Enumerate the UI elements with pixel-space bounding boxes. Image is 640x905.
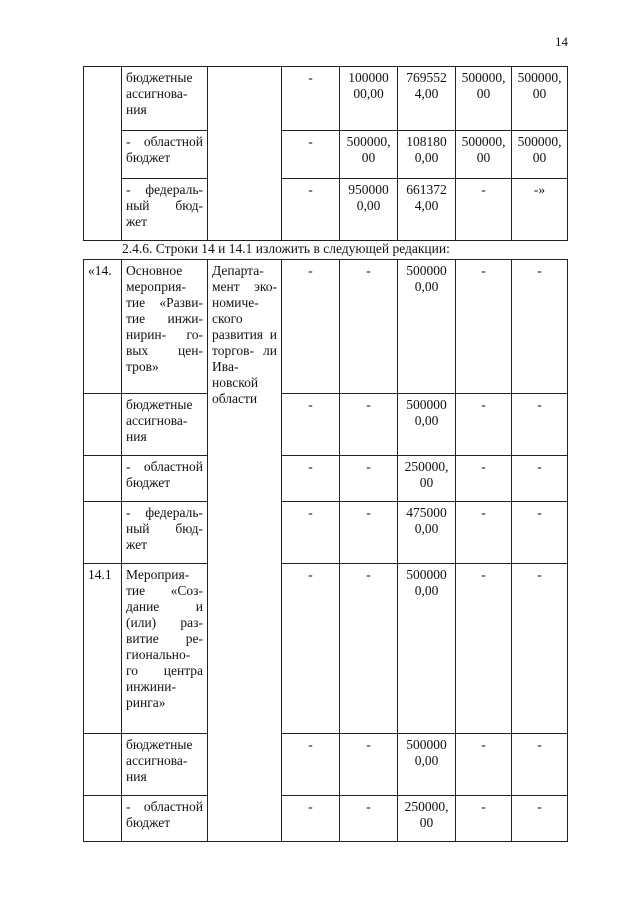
row-number [84,796,122,842]
table-row [84,564,568,734]
value-cell: - [282,131,340,179]
row-name: Основное мероприя- тие «Разви- тие инжи- нирин- го- вых цен- тров» [122,260,208,394]
value-cell: - [282,394,340,456]
row-number: «14. [84,260,122,394]
value-cell: - [456,796,512,842]
value-cell: - [456,564,512,734]
table-row [84,796,568,842]
row-name: бюджетные ассигнова- ния [122,67,208,131]
value-cell: 500000 0,00 [398,564,456,734]
value-cell: - [282,179,340,241]
value-cell: 108180 0,00 [398,131,456,179]
row-name: - областной бюджет [122,131,208,179]
value-cell: - [340,456,398,502]
row-number [84,502,122,564]
value-cell: - [282,564,340,734]
value-cell: - [340,502,398,564]
table-row [84,67,568,131]
num-cell [84,67,122,241]
table-row [84,502,568,564]
value-cell: - [340,796,398,842]
value-cell: - [282,502,340,564]
value-cell: 661372 4,00 [398,179,456,241]
page-number: 14 [555,34,568,49]
value-cell: - [282,734,340,796]
table-row [84,179,568,241]
row-number [84,734,122,796]
value-cell: - [456,260,512,394]
value-cell: - [340,734,398,796]
value-cell: 500000, 00 [456,131,512,179]
value-cell: - [282,260,340,394]
value-cell: - [512,502,568,564]
value-cell: - [340,260,398,394]
responsible-cell [208,67,282,241]
row-number [84,456,122,502]
value-cell: 769552 4,00 [398,67,456,131]
value-cell: - [282,796,340,842]
value-cell: 500000, 00 [512,67,568,131]
value-cell: - [512,564,568,734]
table-row [84,394,568,456]
value-cell: - [456,179,512,241]
value-cell: - [512,260,568,394]
value-cell: - [512,734,568,796]
budget-table-continued [83,66,568,241]
value-cell: 475000 0,00 [398,502,456,564]
value-cell: 500000 0,00 [398,734,456,796]
value-cell: 950000 0,00 [340,179,398,241]
value-cell: - [282,67,340,131]
row-name: - федераль- ный бюд- жет [122,502,208,564]
value-cell: - [456,394,512,456]
row-name: Мероприя- тие «Соз- дание и (или) раз- витие ре- гионально- го центра инжини- ринга» [122,564,208,734]
value-cell: 100000 00,00 [340,67,398,131]
value-cell: - [456,734,512,796]
responsible-cell: Департа- мент эко- номиче- ского развития и торгов- ли Ива- новской области [208,260,282,842]
instruction-text: 2.4.6. Строки 14 и 14.1 изложить в следующей редакции: [122,241,450,256]
value-cell: 250000, 00 [398,796,456,842]
value-cell: - [512,456,568,502]
budget-table-main [83,259,568,842]
value-cell: - [456,456,512,502]
table-row [84,734,568,796]
table-row [84,456,568,502]
row-name: - областной бюджет [122,796,208,842]
row-name: - областной бюджет [122,456,208,502]
value-cell: - [512,394,568,456]
value-cell: 500000, 00 [340,131,398,179]
row-name: - федераль- ный бюд- жет [122,179,208,241]
value-cell: 500000, 00 [456,67,512,131]
value-cell: 500000 0,00 [398,394,456,456]
value-cell: 500000 0,00 [398,260,456,394]
value-cell: 500000, 00 [512,131,568,179]
table-row [84,131,568,179]
row-number: 14.1 [84,564,122,734]
row-number [84,394,122,456]
row-name: бюджетные ассигнова- ния [122,394,208,456]
table-row [84,260,568,394]
value-cell: -» [512,179,568,241]
row-name: бюджетные ассигнова- ния [122,734,208,796]
value-cell: - [512,796,568,842]
value-cell: 250000, 00 [398,456,456,502]
value-cell: - [456,502,512,564]
value-cell: - [282,456,340,502]
value-cell: - [340,564,398,734]
value-cell: - [340,394,398,456]
